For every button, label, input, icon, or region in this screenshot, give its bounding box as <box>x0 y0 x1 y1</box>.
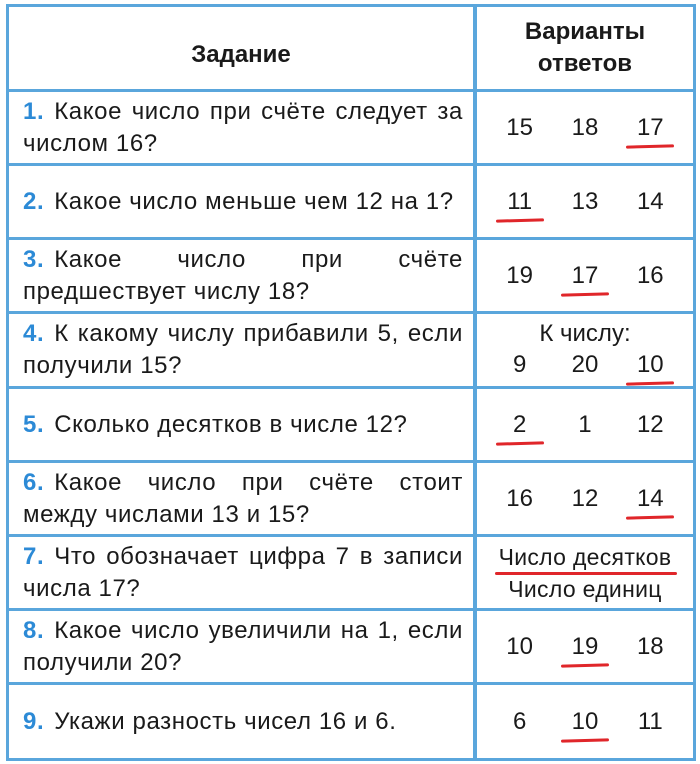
task-table <box>6 4 696 761</box>
question-text-block <box>23 409 408 441</box>
question-cell <box>9 166 473 237</box>
answer-option: 17 <box>634 112 666 144</box>
answer-option: 16 <box>636 261 664 289</box>
answer-option: 9 <box>512 351 527 378</box>
question-cell <box>9 463 473 534</box>
answer-option: 1 <box>578 410 592 438</box>
answer-cell <box>477 611 693 682</box>
question-text: Какое число при счёте следует за числом 16? <box>23 97 463 157</box>
question-number: 5. <box>23 410 45 438</box>
answer-options <box>477 112 693 144</box>
answer-option: 13 <box>571 187 599 215</box>
answer-cell <box>477 240 693 311</box>
answer-option: 12 <box>636 410 664 438</box>
question-text: Какое число меньше чем 12 на 1? <box>54 187 454 215</box>
question-text-block <box>23 541 463 605</box>
answer-option: 14 <box>636 187 664 215</box>
answer-options <box>477 631 693 663</box>
answer-option: 2 <box>504 409 536 441</box>
question-text: Укажи разность чисел 16 и 6. <box>54 707 397 735</box>
question-number: 9. <box>23 707 45 735</box>
header-task-label: Задание <box>191 41 291 68</box>
question-text-block <box>23 186 454 218</box>
question-text-block <box>23 244 463 308</box>
question-number: 7. <box>23 542 45 570</box>
answer-option: 16 <box>506 484 533 512</box>
question-number: 3. <box>23 245 45 273</box>
options-label: К числу: <box>539 320 631 347</box>
question-cell <box>9 537 473 608</box>
answer-option: 6 <box>512 707 527 735</box>
question-text: Какое число увеличили на 1, если получили 20? <box>23 616 463 676</box>
answer-option: Число единиц <box>508 575 662 602</box>
question-cell <box>9 92 473 163</box>
answer-option: 11 <box>637 707 663 735</box>
answer-option: 14 <box>634 483 666 515</box>
answer-option: 17 <box>569 260 601 292</box>
question-cell <box>9 611 473 682</box>
answer-option: 18 <box>636 632 664 660</box>
question-number: 2. <box>23 187 45 215</box>
answer-cell <box>477 685 693 758</box>
header-task <box>9 7 473 89</box>
answer-option: 20 <box>571 351 599 378</box>
question-text-block <box>23 96 463 160</box>
question-text-block <box>23 706 396 738</box>
question-cell <box>9 685 473 758</box>
answer-cell <box>477 389 693 460</box>
question-cell <box>9 314 473 386</box>
question-cell <box>9 240 473 311</box>
question-text: Какое число при счёте стоит между числами 13 и 15? <box>23 468 463 528</box>
question-text-block <box>23 318 463 382</box>
header-answers <box>477 7 693 89</box>
answer-cell <box>477 92 693 163</box>
question-number: 6. <box>23 468 45 496</box>
answer-option: 15 <box>506 113 533 141</box>
answer-options <box>477 706 693 738</box>
question-text: Что обозначает цифра 7 в записи числа 17? <box>23 542 463 602</box>
answer-options <box>477 349 693 381</box>
answer-option: 10 <box>634 349 666 381</box>
header-answers-label: Варианты ответов <box>524 18 646 77</box>
answer-option: 10 <box>506 632 533 660</box>
answer-option: 12 <box>571 484 599 512</box>
question-text: Какое число при счёте предшествует числу 18? <box>23 245 463 305</box>
answer-option: 19 <box>506 261 533 289</box>
answer-cell <box>477 314 693 386</box>
question-text-block <box>23 467 463 531</box>
answer-cell <box>477 166 693 237</box>
answer-options <box>477 483 693 515</box>
question-text: Сколько десятков в числе 12? <box>54 410 408 438</box>
question-text-block <box>23 615 463 679</box>
answer-options <box>477 409 693 441</box>
answer-options <box>477 186 693 218</box>
answer-cell <box>477 537 693 608</box>
answer-option: 19 <box>569 631 601 663</box>
answer-option: 18 <box>571 113 599 141</box>
question-number: 1. <box>23 97 45 125</box>
answer-option: 10 <box>569 706 601 738</box>
question-cell <box>9 389 473 460</box>
answer-options <box>477 260 693 292</box>
answer-option: 11 <box>504 186 536 218</box>
question-number: 4. <box>23 320 45 347</box>
answer-cell <box>477 463 693 534</box>
answer-option: Число десятков <box>499 541 672 573</box>
question-number: 8. <box>23 616 45 644</box>
question-text: К какому числу прибавили 5, если получили 15? <box>23 320 463 379</box>
